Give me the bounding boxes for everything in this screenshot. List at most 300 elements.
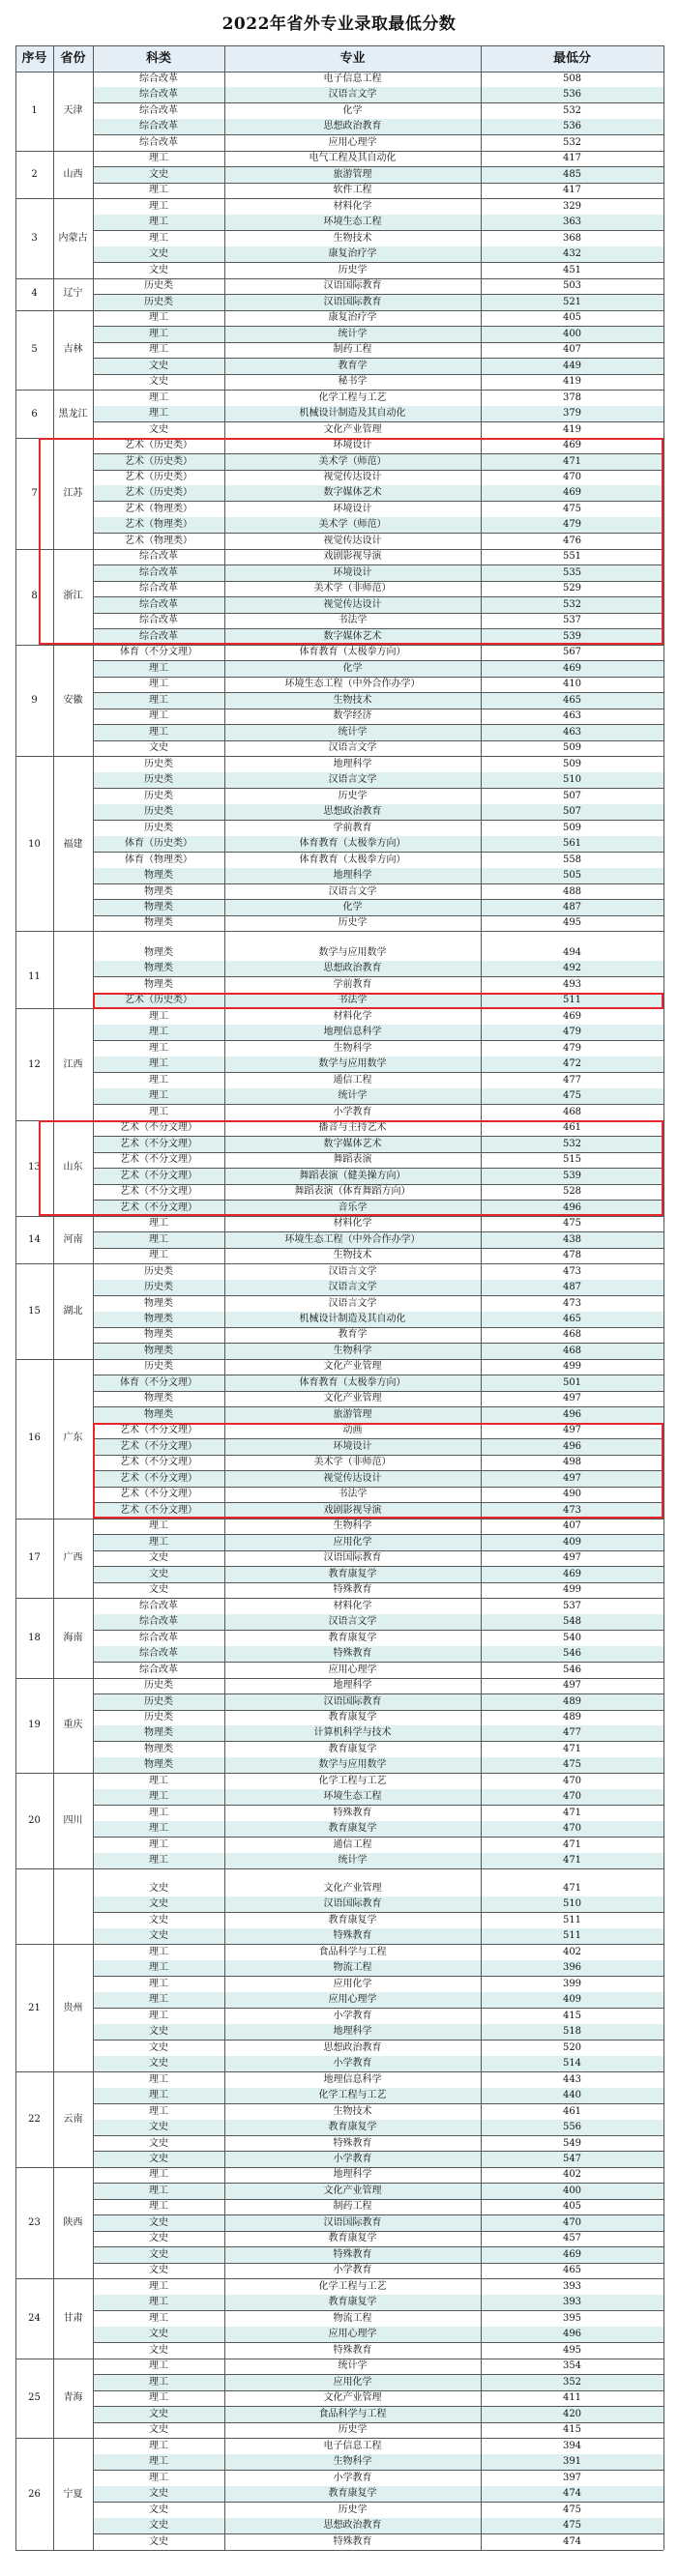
table-cell: 思想政治教育 — [323, 2041, 382, 2053]
table-cell: 419 — [562, 376, 582, 388]
table-cell: 515 — [562, 1154, 582, 1166]
table-cell: 体育教育（太极拳方向） — [299, 1376, 406, 1388]
column-line — [481, 45, 482, 2550]
table-cell: 理工 — [149, 1775, 168, 1786]
table-cell: 510 — [562, 1898, 582, 1910]
table-cell: 532 — [562, 598, 582, 610]
table-cell: 汉语国际教育 — [323, 2216, 382, 2228]
table-cell: 视觉传达设计 — [323, 1472, 382, 1484]
table-cell: 529 — [562, 583, 582, 594]
table-cell: 书法学 — [338, 615, 368, 626]
table-cell: 旅游管理 — [333, 168, 372, 180]
table-cell: 509 — [562, 758, 582, 769]
table-cell: 小学教育 — [333, 2265, 372, 2276]
table-cell: 艺术（历史类） — [125, 440, 192, 451]
table-cell: 理工 — [149, 344, 168, 356]
table-cell: 特殊教育 — [333, 1930, 372, 1942]
table-cell: 文史 — [149, 1552, 168, 1564]
group-province: 陕西 — [63, 2217, 83, 2229]
table-cell: 文史 — [149, 2233, 168, 2244]
table-cell: 理工 — [149, 2376, 168, 2388]
table-cell: 理工 — [149, 1074, 168, 1085]
table-cell: 体育教育（太极拳方向） — [299, 854, 406, 865]
table-cell: 体育（物理类） — [125, 854, 192, 865]
table-cell: 通信工程 — [333, 1074, 372, 1085]
table-cell: 443 — [562, 2073, 582, 2085]
table-cell: 物理类 — [144, 917, 173, 929]
table-top-border — [15, 45, 663, 46]
table-cell: 478 — [562, 1250, 582, 1261]
table-cell: 艺术（不分文理） — [120, 1186, 197, 1198]
group-province: 浙江 — [63, 591, 83, 602]
table-cell: 文史 — [149, 2520, 168, 2532]
table-cell: 文史 — [149, 2026, 168, 2038]
table-cell: 教育康复学 — [328, 1568, 377, 1579]
table-cell: 理工 — [149, 2090, 168, 2101]
table-cell: 物流工程 — [333, 1962, 372, 1974]
table-cell: 501 — [562, 1376, 582, 1388]
table-cell: 理工 — [149, 328, 168, 339]
table-cell: 环境生态工程（中外合作办学） — [284, 679, 421, 690]
table-cell: 汉语言文学 — [328, 1297, 377, 1309]
group-divider — [15, 2550, 663, 2551]
table-cell: 469 — [562, 2248, 582, 2260]
table-cell: 487 — [562, 901, 582, 912]
table-cell: 417 — [562, 153, 582, 164]
table-cell: 汉语言文学 — [328, 1616, 377, 1628]
table-cell: 471 — [562, 1807, 582, 1818]
table-cell: 综合改革 — [139, 551, 178, 563]
table-cell: 艺术（物理类） — [125, 535, 192, 546]
table-cell: 环境设计 — [333, 503, 372, 514]
table-cell: 地理信息科学 — [323, 2073, 382, 2085]
group-province: 宁夏 — [63, 2488, 83, 2500]
table-cell: 思想政治教育 — [323, 806, 382, 818]
table-cell: 468 — [562, 1329, 582, 1341]
table-cell: 415 — [562, 2010, 582, 2021]
group-province: 江苏 — [63, 488, 83, 500]
page-gap — [15, 1869, 663, 1881]
table-cell: 理工 — [149, 2010, 168, 2021]
table-cell: 理工 — [149, 2456, 168, 2468]
table-cell: 物理类 — [144, 1345, 173, 1356]
table-cell: 特殊教育 — [333, 1648, 372, 1660]
table-cell: 教育康复学 — [328, 2122, 377, 2133]
table-cell: 497 — [562, 1552, 582, 1564]
table-cell: 397 — [562, 2472, 582, 2483]
table-cell: 化学 — [342, 662, 363, 674]
table-cell: 463 — [562, 726, 582, 738]
table-cell: 视觉传达设计 — [323, 535, 382, 546]
table-cell: 美术学（非师范） — [313, 583, 392, 594]
table-cell: 音乐学 — [338, 1201, 368, 1213]
table-cell: 文史 — [149, 2504, 168, 2515]
table-cell: 理工 — [149, 1218, 168, 1230]
table-cell: 理工 — [149, 2105, 168, 2117]
table-cell: 文化产业管理 — [323, 2185, 382, 2196]
table-cell: 播音与主持艺术 — [318, 1122, 387, 1134]
table-cell: 文史 — [149, 360, 168, 371]
table-cell: 综合改革 — [139, 73, 178, 84]
table-cell: 468 — [562, 1106, 582, 1117]
table-cell: 文化产业管理 — [323, 2392, 382, 2404]
table-cell: 应用化学 — [333, 1978, 372, 1989]
table-cell: 理工 — [149, 694, 168, 706]
table-cell: 特殊教育 — [333, 2344, 372, 2356]
table-cell: 综合改革 — [139, 1648, 178, 1660]
table-cell: 理工 — [149, 2440, 168, 2451]
group-province: 吉林 — [63, 344, 83, 356]
table-cell: 505 — [562, 870, 582, 882]
table-cell: 理工 — [149, 1027, 168, 1038]
group-province: 海南 — [63, 1632, 83, 1643]
table-cell: 物理类 — [144, 885, 173, 897]
table-cell: 生物科学 — [333, 1345, 372, 1356]
header-cell: 专业 — [339, 51, 366, 66]
table-cell: 536 — [562, 121, 582, 132]
table-cell: 470 — [562, 1791, 582, 1803]
table-cell: 书法学 — [338, 995, 368, 1006]
header-cell: 省份 — [60, 51, 86, 66]
table-cell: 540 — [562, 1632, 582, 1643]
table-cell: 479 — [562, 1027, 582, 1038]
table-cell: 507 — [562, 790, 582, 801]
table-cell: 496 — [562, 1440, 582, 1452]
table-cell: 体育教育（太极拳方向） — [299, 838, 406, 850]
table-cell: 特殊教育 — [333, 2248, 372, 2260]
group-number: 13 — [28, 1162, 41, 1173]
table-cell: 通信工程 — [333, 1838, 372, 1850]
group-number: 15 — [28, 1305, 41, 1317]
table-cell: 理工 — [149, 1233, 168, 1245]
table-cell: 物理类 — [144, 1727, 173, 1739]
group-number: 21 — [28, 2002, 41, 2013]
table-cell: 理工 — [149, 2280, 168, 2292]
table-cell: 461 — [562, 1122, 582, 1134]
table-cell: 动画 — [342, 1425, 363, 1436]
table-cell: 558 — [562, 854, 582, 865]
group-province: 四川 — [63, 1814, 83, 1826]
table-cell: 496 — [562, 1408, 582, 1420]
table-cell: 教育康复学 — [328, 1712, 377, 1722]
table-cell: 数字媒体艺术 — [323, 630, 382, 642]
table-cell: 499 — [562, 1361, 582, 1373]
table-cell: 艺术（不分文理） — [120, 1170, 197, 1181]
table-cell: 492 — [562, 963, 582, 974]
table-cell: 471 — [562, 1838, 582, 1850]
table-cell: 文史 — [149, 248, 168, 260]
group-number: 3 — [31, 232, 38, 244]
group-province: 江西 — [63, 1058, 83, 1070]
table-cell: 特殊教育 — [333, 1584, 372, 1596]
table-cell: 文史 — [149, 1568, 168, 1579]
table-cell: 综合改革 — [139, 104, 178, 116]
table-cell: 理工 — [149, 2392, 168, 2404]
table-cell: 497 — [562, 1472, 582, 1484]
table-cell: 539 — [562, 630, 582, 642]
table-cell: 汉语言文学 — [328, 774, 377, 786]
table-cell: 数学经济 — [333, 710, 372, 722]
table-cell: 视觉传达设计 — [323, 472, 382, 482]
column-line — [93, 45, 94, 2550]
table-cell: 历史类 — [144, 774, 173, 786]
table-cell: 494 — [562, 946, 582, 958]
table-cell: 小学教育 — [333, 2472, 372, 2483]
table-cell: 物理类 — [144, 1759, 173, 1771]
table-cell: 549 — [562, 2137, 582, 2149]
group-number: 24 — [28, 2312, 41, 2324]
group-number: 10 — [28, 838, 41, 850]
table-cell: 教育康复学 — [328, 2297, 377, 2308]
table-cell: 文化产业管理 — [323, 423, 382, 435]
table-cell: 537 — [562, 615, 582, 626]
table-cell: 文史 — [149, 2535, 168, 2547]
table-cell: 395 — [562, 2312, 582, 2324]
table-cell: 文史 — [149, 2248, 168, 2260]
group-number: 16 — [28, 1433, 41, 1444]
table-cell: 统计学 — [338, 1855, 368, 1867]
table-cell: 数字媒体艺术 — [323, 487, 382, 499]
table-cell: 503 — [562, 280, 582, 292]
table-cell: 理工 — [149, 2472, 168, 2483]
table-cell: 567 — [562, 647, 582, 658]
table-cell: 477 — [562, 1074, 582, 1085]
table-cell: 物理类 — [144, 1329, 173, 1341]
table-cell: 378 — [562, 391, 582, 403]
table-cell: 艺术（不分文理） — [120, 1440, 197, 1452]
table-cell: 生物科学 — [333, 1520, 372, 1532]
table-cell: 历史类 — [144, 1712, 173, 1722]
table-cell: 生物科学 — [333, 2456, 372, 2468]
table-cell: 理工 — [149, 1250, 168, 1261]
group-number: 12 — [28, 1058, 41, 1070]
table-cell: 理工 — [149, 2169, 168, 2181]
table-cell: 472 — [562, 1058, 582, 1070]
table-cell: 物理类 — [144, 901, 173, 912]
table-cell: 艺术（不分文理） — [120, 1489, 197, 1500]
table-cell: 理工 — [149, 2185, 168, 2196]
table-cell: 546 — [562, 1664, 582, 1675]
table-cell: 489 — [562, 1695, 582, 1707]
table-cell: 体育（不分文理） — [120, 647, 197, 658]
table-cell: 497 — [562, 1425, 582, 1436]
table-cell: 文史 — [149, 2058, 168, 2069]
table-cell: 秘书学 — [338, 376, 368, 388]
table-cell: 生物科学 — [333, 1042, 372, 1054]
table-cell: 汉语国际教育 — [323, 1898, 382, 1910]
table-cell: 532 — [562, 104, 582, 116]
table-cell: 汉语言文学 — [328, 1265, 377, 1277]
table-cell: 理工 — [149, 1978, 168, 1989]
group-number: 9 — [31, 695, 38, 707]
table-cell: 化学工程与工艺 — [318, 2280, 387, 2292]
table-cell: 材料化学 — [333, 1218, 372, 1230]
table-cell: 470 — [562, 1823, 582, 1835]
table-cell: 物理类 — [144, 870, 173, 882]
table-cell: 396 — [562, 1962, 582, 1974]
table-cell: 体育（不分文理） — [120, 1376, 197, 1388]
table-cell: 521 — [562, 296, 582, 307]
table-cell: 理工 — [149, 726, 168, 738]
table-cell: 文史 — [149, 2137, 168, 2149]
table-cell: 文史 — [149, 1898, 168, 1910]
table-cell: 495 — [562, 917, 582, 929]
group-number: 1 — [31, 105, 38, 116]
table-cell: 文史 — [149, 376, 168, 388]
group-province: 贵州 — [63, 2002, 83, 2013]
table-cell: 470 — [562, 472, 582, 482]
table-cell: 352 — [562, 2376, 582, 2388]
table-cell: 368 — [562, 232, 582, 244]
table-cell: 小学教育 — [333, 2058, 372, 2069]
table-cell: 471 — [562, 1855, 582, 1867]
table-cell: 机械设计制造及其自动化 — [299, 408, 406, 420]
group-province: 广西 — [63, 1552, 83, 1564]
table-cell: 理工 — [149, 1791, 168, 1803]
table-cell: 物流工程 — [333, 2312, 372, 2324]
table-cell: 艺术（物理类） — [125, 519, 192, 531]
table-cell: 391 — [562, 2456, 582, 2468]
table-cell: 统计学 — [338, 328, 368, 339]
table-cell: 化学工程与工艺 — [318, 2090, 387, 2101]
table-cell: 379 — [562, 408, 582, 420]
table-cell: 历史类 — [144, 790, 173, 801]
table-cell: 生物技术 — [333, 232, 372, 244]
table-cell: 497 — [562, 1680, 582, 1692]
table-cell: 514 — [562, 2058, 582, 2069]
table-cell: 地理科学 — [333, 2169, 372, 2181]
table-cell: 487 — [562, 1282, 582, 1293]
table-cell: 411 — [562, 2392, 582, 2404]
table-cell: 教育康复学 — [328, 1743, 377, 1754]
table-cell: 应用化学 — [333, 1536, 372, 1548]
table-cell: 理工 — [149, 1058, 168, 1070]
table-cell: 文史 — [149, 742, 168, 754]
table-cell: 理工 — [149, 1855, 168, 1867]
table-cell: 历史学 — [338, 264, 368, 275]
table-cell: 综合改革 — [139, 615, 178, 626]
table-cell: 生物技术 — [333, 2105, 372, 2117]
table-cell: 495 — [562, 2344, 582, 2356]
table-cell: 475 — [562, 1759, 582, 1771]
table-cell: 食品科学与工程 — [318, 2408, 387, 2419]
table-cell: 理工 — [149, 1962, 168, 1974]
table-cell: 数字媒体艺术 — [323, 1138, 382, 1149]
table-cell: 465 — [562, 694, 582, 706]
table-cell: 综合改革 — [139, 1600, 178, 1611]
table-cell: 354 — [562, 2360, 582, 2372]
table-cell: 艺术（历史类） — [125, 995, 192, 1006]
group-province: 山东 — [63, 1162, 83, 1173]
table-cell: 思想政治教育 — [323, 963, 382, 974]
table-cell: 509 — [562, 742, 582, 754]
table-cell: 理工 — [149, 1106, 168, 1117]
table-cell: 477 — [562, 1727, 582, 1739]
table-cell: 402 — [562, 1946, 582, 1957]
table-cell: 汉语国际教育 — [323, 280, 382, 292]
table-cell: 理工 — [149, 408, 168, 420]
table-cell: 美术学（师范） — [318, 455, 387, 467]
table-cell: 综合改革 — [139, 89, 178, 101]
header-cell: 序号 — [21, 51, 47, 66]
table-cell: 特殊教育 — [333, 2137, 372, 2149]
group-number: 18 — [28, 1632, 41, 1643]
table-cell: 473 — [562, 1297, 582, 1309]
table-cell: 历史类 — [144, 1282, 173, 1293]
table-cell: 教育学 — [338, 1329, 368, 1341]
table-cell: 理工 — [149, 679, 168, 690]
table-cell: 艺术（不分文理） — [120, 1122, 197, 1134]
table-cell: 旅游管理 — [333, 1408, 372, 1420]
table-cell: 511 — [562, 1914, 582, 1925]
table-cell: 综合改革 — [139, 566, 178, 578]
table-cell: 汉语国际教育 — [323, 296, 382, 307]
table-cell: 小学教育 — [333, 1106, 372, 1117]
table-cell: 文史 — [149, 2153, 168, 2164]
table-cell: 490 — [562, 1489, 582, 1500]
table-cell: 474 — [562, 2488, 582, 2500]
column-line — [224, 45, 225, 2550]
table-cell: 511 — [562, 1930, 582, 1942]
group-province: 甘肃 — [63, 2312, 83, 2324]
table-cell: 艺术（不分文理） — [120, 1154, 197, 1166]
table-cell: 统计学 — [338, 2360, 368, 2372]
table-cell: 399 — [562, 1978, 582, 1989]
table-cell: 历史类 — [144, 1680, 173, 1692]
table-cell: 496 — [562, 1201, 582, 1213]
table-cell: 547 — [562, 2153, 582, 2164]
table-cell: 518 — [562, 2026, 582, 2038]
table-cell: 教育康复学 — [328, 2488, 377, 2500]
group-number: 7 — [31, 488, 38, 500]
table-cell: 407 — [562, 1520, 582, 1532]
table-cell: 教育康复学 — [328, 1823, 377, 1835]
table-cell: 理工 — [149, 312, 168, 324]
table-cell: 制药工程 — [333, 344, 372, 356]
table-cell: 402 — [562, 2169, 582, 2181]
table-cell: 文史 — [149, 2329, 168, 2340]
table-cell: 生物技术 — [333, 694, 372, 706]
table-cell: 407 — [562, 344, 582, 356]
table-cell: 汉语国际教育 — [323, 1552, 382, 1564]
table-cell: 材料化学 — [333, 1600, 372, 1611]
table-cell: 历史学 — [338, 2504, 368, 2515]
table-cell: 综合改革 — [139, 630, 178, 642]
table-cell: 556 — [562, 2122, 582, 2133]
table-cell: 特殊教育 — [333, 2535, 372, 2547]
group-number: 14 — [28, 1234, 41, 1246]
table-cell: 438 — [562, 1233, 582, 1245]
highlight-box — [39, 1120, 663, 1216]
table-cell: 物理类 — [144, 1393, 173, 1404]
table-cell: 综合改革 — [139, 583, 178, 594]
table-cell: 449 — [562, 360, 582, 371]
table-cell: 471 — [562, 455, 582, 467]
table-cell: 文史 — [149, 1882, 168, 1894]
header-cell: 最低分 — [552, 51, 591, 66]
table-cell: 材料化学 — [333, 200, 372, 212]
table-cell: 康复治疗学 — [328, 312, 377, 324]
table-cell: 409 — [562, 1994, 582, 2006]
table-cell: 532 — [562, 1138, 582, 1149]
table-cell: 理工 — [149, 1823, 168, 1835]
table-cell: 环境生态工程 — [323, 217, 382, 228]
group-province — [53, 945, 93, 1009]
table-cell: 文史 — [149, 1914, 168, 1925]
table-cell: 环境生态工程（中外合作办学） — [284, 1233, 421, 1245]
table-cell: 410 — [562, 679, 582, 690]
table-cell: 戏剧影视导演 — [323, 1504, 382, 1516]
